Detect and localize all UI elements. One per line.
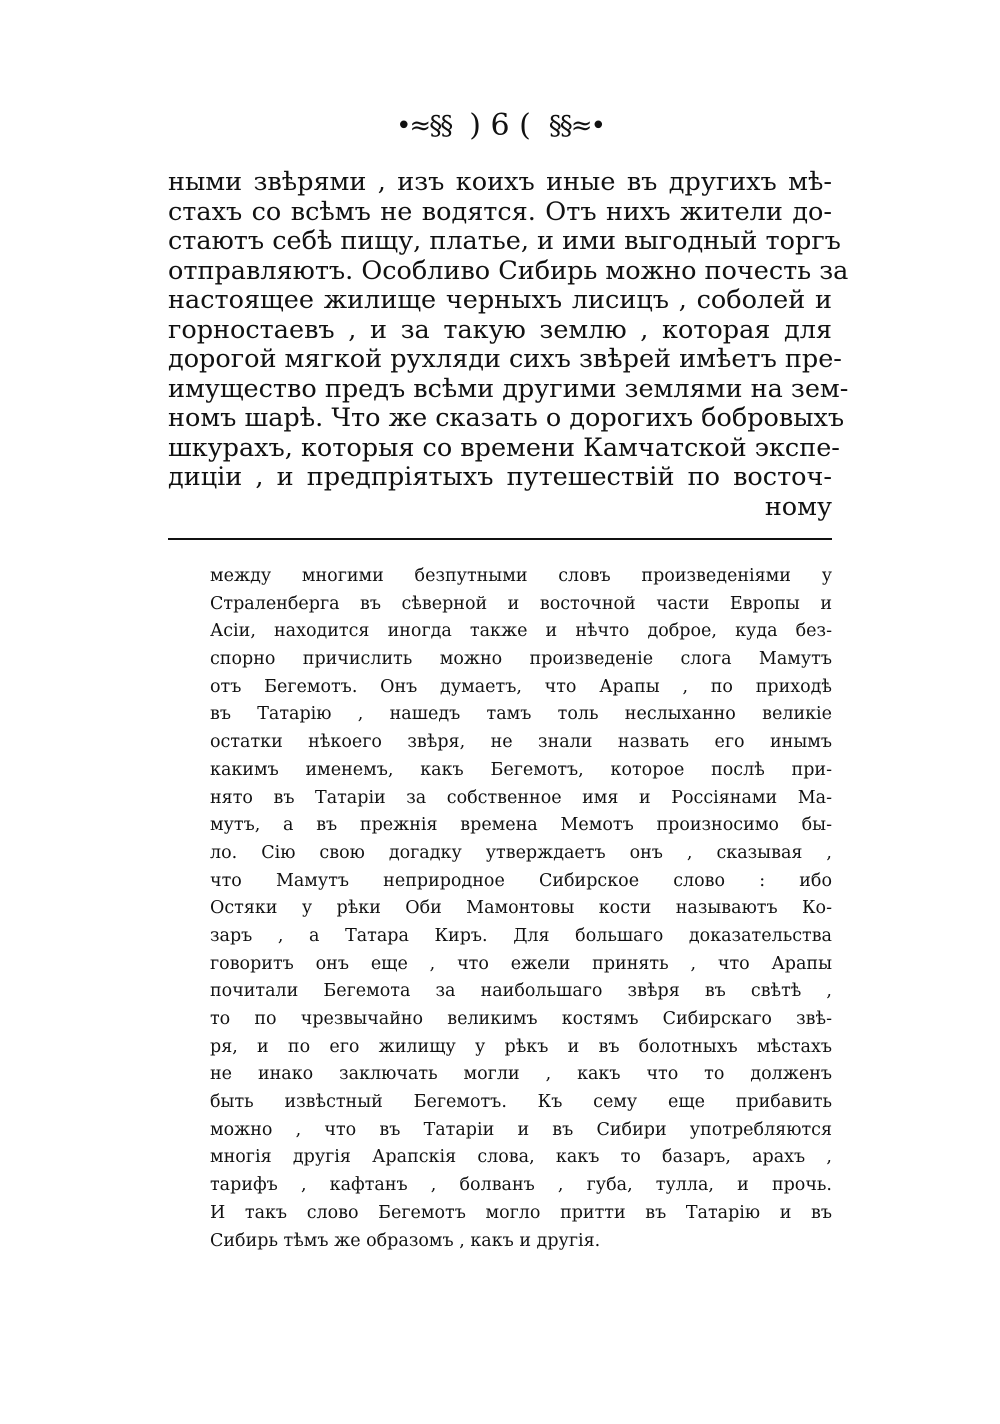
footnote-line: мутъ, а въ прежнія времена Мемотъ произносимо бы-	[210, 815, 832, 836]
footnote-line: между многими безпутными словъ произведеніями у	[210, 566, 832, 586]
footnote-divider	[168, 538, 832, 540]
footnote-line: заръ , а Татара Киръ. Для большаго доказательства	[210, 925, 832, 946]
main-line: отправляютъ. Особливо Сибирь можно почесть за	[168, 255, 849, 286]
main-line: настоящее жилище черныхъ лисицъ , соболей и	[168, 285, 832, 315]
footnote-line: какимъ именемъ, какъ Бегемотъ, которое послѣ при-	[210, 759, 832, 780]
page-header	[0, 108, 1000, 143]
main-line: номъ шарѣ. Что же сказать о дорогихъ бобровыхъ	[168, 403, 845, 433]
main-line: стахъ со всѣмъ не водятся. Отъ нихъ жители до-	[168, 196, 832, 227]
main-line-catchword: ному	[764, 491, 832, 522]
footnote-line: Остяки у рѣки Оби Мамонтовы кости называютъ Ко-	[210, 898, 832, 919]
footnote-line: говоритъ онъ еще , что ежели принять , что Арапы	[210, 953, 832, 974]
footnote-line: что Мамутъ неприродное Сибирское слово : ибо	[210, 870, 832, 891]
main-line: дорогой мягкой рухляди сихъ звѣрей имѣетъ пре-	[168, 344, 842, 374]
footnote-line: отъ Бегемотъ. Онъ думаетъ, что Арапы , по приходѣ	[210, 676, 832, 697]
ornament-left: •≈§§	[396, 110, 452, 141]
main-text	[168, 167, 849, 522]
footnote-line: тарифъ , кафтанъ , болванъ , губа, тулла, и прочь.	[210, 1175, 832, 1196]
footnote-line: въ Татарію , нашедъ тамъ толь неслыханно великіе	[210, 704, 832, 725]
main-line: горностаевъ , и за такую землю , которая для	[168, 314, 832, 345]
footnote-line: почитали Бегемота за наибольшаго звѣря въ свѣтѣ ,	[210, 981, 832, 1002]
footnote-line: И такъ слово Бегемотъ могло притти въ Татарію и въ	[210, 1202, 832, 1223]
main-line: шкурахъ, которыя со времени Камчатской экспе-	[168, 432, 840, 463]
main-line: диціи , и предпріятыхъ путешествій по восточ-	[168, 462, 832, 492]
footnote	[210, 563, 832, 1255]
footnote-line: быть извѣстный Бегемотъ. Къ сему еще прибавить	[210, 1092, 832, 1113]
footnote-line: ло. Сію свою догадку утверждаетъ онъ , сказывая ,	[210, 842, 832, 863]
footnote-line: остатки нѣкоего звѣря, не знали назвать его инымъ	[210, 732, 832, 753]
main-line: имущество предъ всѣми другими землями на зем-	[168, 373, 849, 404]
footnote-line: Страленберга въ сѣверной и восточной части Европы и	[210, 593, 832, 614]
footnote-line: то по чрезвычайно великимъ костямъ Сибирскаго звѣ-	[210, 1009, 832, 1029]
footnote-line: не инако заключать могли , какъ что то долженъ	[210, 1064, 832, 1085]
footnote-line: нято въ Татаріи за собственное имя и Россіянами Ма-	[210, 787, 832, 808]
footnote-line: можно , что въ Татаріи и въ Сибири употребляются	[210, 1119, 832, 1140]
footnote-line: ря, и по его жилищу у рѣкъ и въ болотныхъ мѣстахъ	[210, 1036, 832, 1057]
footnote-line: Асіи, находится иногда также и нѣчто доброе, куда без-	[210, 621, 832, 642]
footnote-line: спорно причислить можно произведеніе слога Мамутъ	[210, 649, 832, 670]
ornament-right: §§≈•	[548, 110, 604, 141]
page-number: ) 6 (	[469, 108, 531, 143]
footnote-line: Сибирь тѣмъ же образомъ , какъ и другія.	[210, 1230, 601, 1251]
footnote-line: многія другія Арапскія слова, какъ то базаръ, арахъ ,	[210, 1147, 832, 1168]
main-line: ными звѣрями , изъ коихъ иные въ другихъ мѣ-	[168, 167, 832, 197]
main-line: стаютъ себѣ пищу, платье, и ими выгодный торгъ	[168, 226, 841, 256]
